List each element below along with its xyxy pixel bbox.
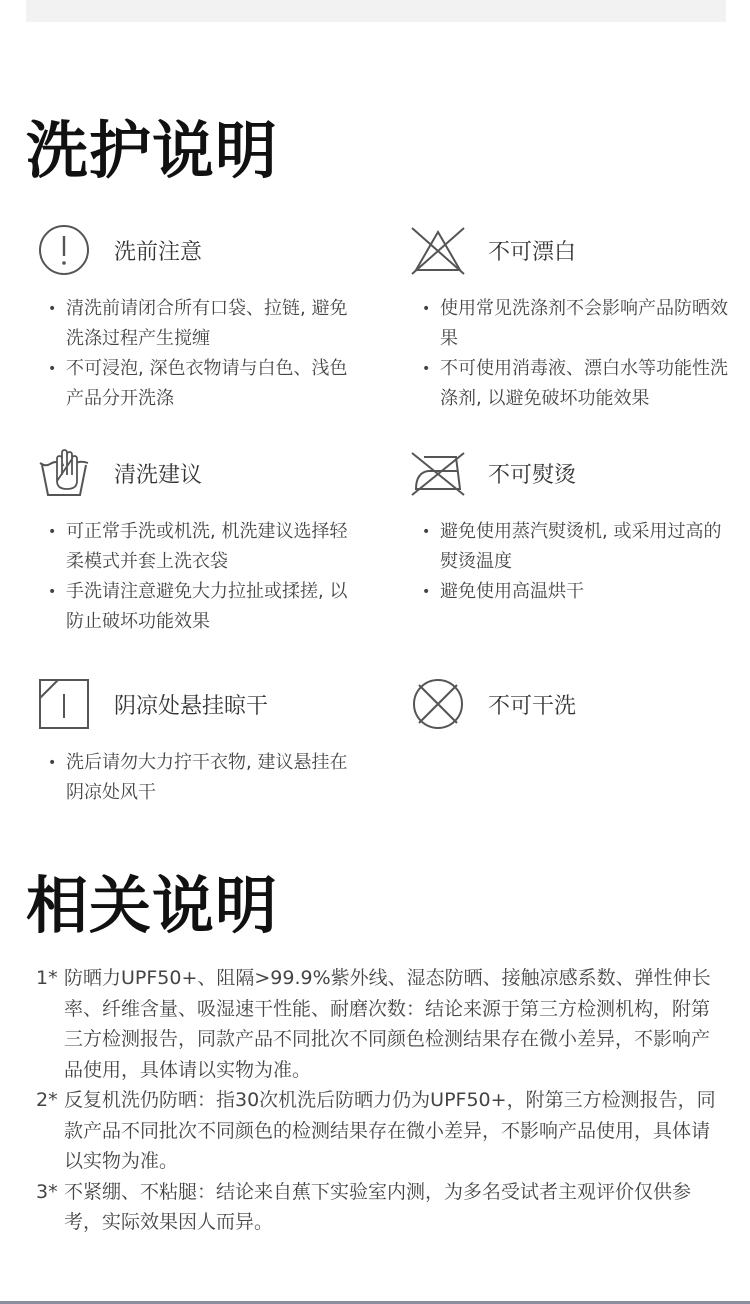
bullet-item: • 手洗请注意避免大力拉扯或揉搓, 以防止破坏功能效果 (36, 577, 356, 637)
note-text: 反复机洗仍防晒：指30次机洗后防晒力仍为UPF50+，附第三方检测报告，同款产品不同批次不同颜色的检测结果存在微小差异，不影响产品使用，具体请以实物为准。 (64, 1089, 716, 1172)
hand-wash-icon (36, 445, 92, 501)
care-item-bullets (410, 517, 730, 607)
care-item-label: 不可干洗 (488, 693, 577, 719)
bullet-item: • 不可浸泡, 深色衣物请与白色、浅色产品分开洗涤 (36, 354, 356, 414)
no-dry-clean-icon (410, 676, 466, 732)
bullet-item: • 不可使用消毒液、漂白水等功能性洗涤剂, 以避免破坏功能效果 (410, 354, 730, 414)
bullet-item: • 避免使用蒸汽熨烫机, 或采用过高的熨烫温度 (410, 517, 730, 577)
bullet-item: • 清洗前请闭合所有口袋、拉链, 避免洗涤过程产生搅缠 (36, 294, 356, 354)
care-section-title: 洗护说明 (26, 114, 279, 187)
care-item-label: 清洗建议 (114, 462, 203, 488)
care-item-bullets (410, 294, 730, 414)
care-item-no-dry-clean (410, 676, 730, 732)
care-item-wash-advice (36, 445, 356, 637)
note-text: 不紧绷、不粘腿：结论来自蕉下实验室内测，为多名受试者主观评价仅供参考，实际效果因人而异。 (64, 1180, 692, 1233)
note-number: 1* (36, 967, 58, 989)
note-number: 2* (36, 1089, 58, 1111)
care-item-bullets (36, 517, 356, 637)
note-text: 防晒力UPF50+、阻隔>99.9%紫外线、湿态防晒、接触凉感系数、弹性伸长率、纤维含量、吸湿速干性能、耐磨次数：结论来源于第三方检测机构，附第三方检测报告，同款产品不同批次不同颜色检测结果存在微小差异，不影响产品使用，具体请以实物为准。 (64, 967, 711, 1081)
care-item-no-bleach (410, 222, 730, 414)
care-item-label: 不可熨烫 (488, 462, 577, 488)
care-item-label: 不可漂白 (488, 239, 577, 265)
bullet-item: • 可正常手洗或机洗, 机洗建议选择轻柔模式并套上洗衣袋 (36, 517, 356, 577)
care-item-label: 阴凉处悬挂晾干 (114, 693, 269, 719)
care-item-label: 洗前注意 (114, 239, 203, 265)
bullet-item: • 洗后请勿大力拧干衣物, 建议悬挂在阴凉处风干 (36, 748, 356, 808)
no-iron-icon (410, 445, 466, 501)
note-number: 3* (36, 1180, 58, 1203)
care-item-bullets (36, 748, 356, 808)
care-item-pre-wash (36, 222, 356, 414)
care-item-shade-dry (36, 676, 356, 808)
care-item-bullets (36, 294, 356, 414)
bullet-item: • 避免使用高温烘干 (410, 577, 730, 607)
top-divider-bar (26, 0, 726, 22)
no-bleach-icon (410, 222, 466, 278)
line-dry-shade-icon (36, 676, 92, 732)
care-item-no-iron (410, 445, 730, 607)
exclamation-circle-icon (36, 222, 92, 278)
note-item (36, 1177, 716, 1238)
notes-section-title: 相关说明 (26, 869, 279, 942)
notes-list (36, 963, 716, 1238)
note-item (36, 963, 716, 1085)
note-item (36, 1085, 716, 1177)
bullet-item: • 使用常见洗涤剂不会影响产品防晒效果 (410, 294, 730, 354)
